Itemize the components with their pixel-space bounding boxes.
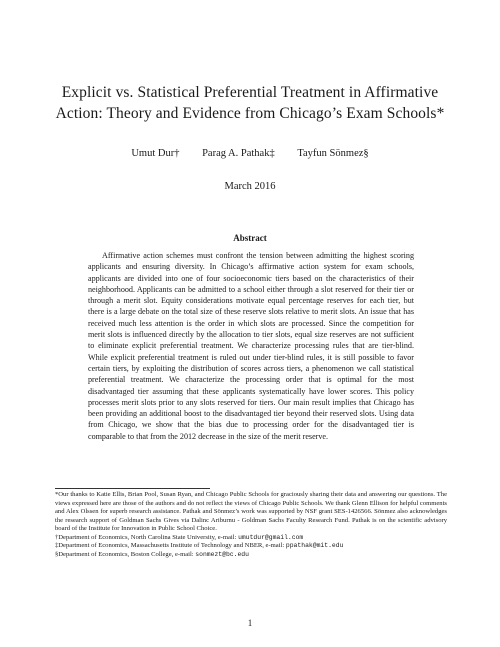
- email-link[interactable]: umutdur@gmail.com: [238, 533, 304, 541]
- email-link[interactable]: ppathak@mit.edu: [285, 542, 344, 549]
- footnote-affiliation-text: †Department of Economics, North Carolina State University, e-mail:: [55, 533, 239, 541]
- footnote-divider: [55, 488, 210, 489]
- page-number: 1: [247, 618, 253, 628]
- footnote-affiliation: [55, 542, 447, 551]
- author-name: Tayfun Sönmez§: [297, 148, 369, 159]
- author-name: Parag A. Pathak‡: [202, 148, 275, 159]
- abstract-text: Affirmative action schemes must confront the tension between admitting the highest scoring applicants and ensuring diversity. In Chicago’s affirmative action system for exam schools, applicants are divided into one of four socioeconomic tiers based on the characteristics of their neighborhood. Applicants can be admitted to a school either through a slot reserved for their tier or through a merit slot. Equity considerations motivate equal percentage reserves for each tier, but there is a large debate on the total size of these reserve slots relative to merit slots. An issue that has received much less attention is the order in which slots are processed. Since the competition for merit slots is influenced directly by the allocation to tier slots, equal size reserves are not sufficient to eliminate explicit preferential treatment. We characterize processing rules that are tier-blind. While explicit preferential treatment is ruled out under tier-blind rules, it is still possible to favor certain tiers, by exploiting the distribution of scores across tiers, a phenomenon we call statistical preferential treatment. We characterize the processing order that is optimal for the most disadvantaged tier assuming that these applicants systematically have lower scores. This policy processes merit slots prior to any slots reserved for tiers. Our main result implies that Chicago has been providing an additional boost to the disadvantaged tier beyond their reserved slots. Using data from Chicago, we show that the bias due to processing order for the disadvantaged tier is comparable to that from the 2012 decrease in the size of the merit reserve.: [88, 251, 414, 441]
- title-line-1: Explicit vs. Statistical Preferential Treatment in Affirmative: [61, 84, 439, 101]
- paper-title: [40, 82, 460, 124]
- footnote-affiliation-text: ‡Department of Economics, Massachusetts Institute of Technology and NBER, e-mail:: [55, 542, 286, 549]
- abstract-heading: Abstract: [233, 233, 267, 243]
- author-name: Umut Dur†: [131, 148, 180, 159]
- footnote-affiliation: [55, 551, 447, 560]
- footnote-affiliation-text: §Department of Economics, Boston College, e-mail:: [55, 550, 196, 558]
- footnotes: [55, 491, 447, 559]
- author-list: [0, 148, 500, 159]
- email-link[interactable]: sonmezt@bc.edu: [195, 550, 249, 558]
- footnote-affiliation: [55, 534, 447, 543]
- publication-date: March 2016: [224, 181, 276, 192]
- title-line-2: Action: Theory and Evidence from Chicago’s Exam Schools*: [55, 105, 445, 122]
- footnote-acknowledgements: *Our thanks to Katie Ellis, Brian Pool, Susan Ryan, and Chicago Public Schools for graciously sharing their data and answering our questions. The views expressed here are those of the authors and do not reflect the views of Chicago Public Schools. We thank Glenn Ellison for helpful comments and Alex Olssen for superb research assistance. Pathak and Sönmez’s work was supported by NSF grant SES-1426566. Sönmez also acknowledges the research support of Goldman Sachs Gives via Dalinc Ariburnu - Goldman Sachs Faculty Research Fund. Pathak is on the scientific advisory board of the Institute for Innovation in Public School Choice.: [55, 491, 447, 532]
